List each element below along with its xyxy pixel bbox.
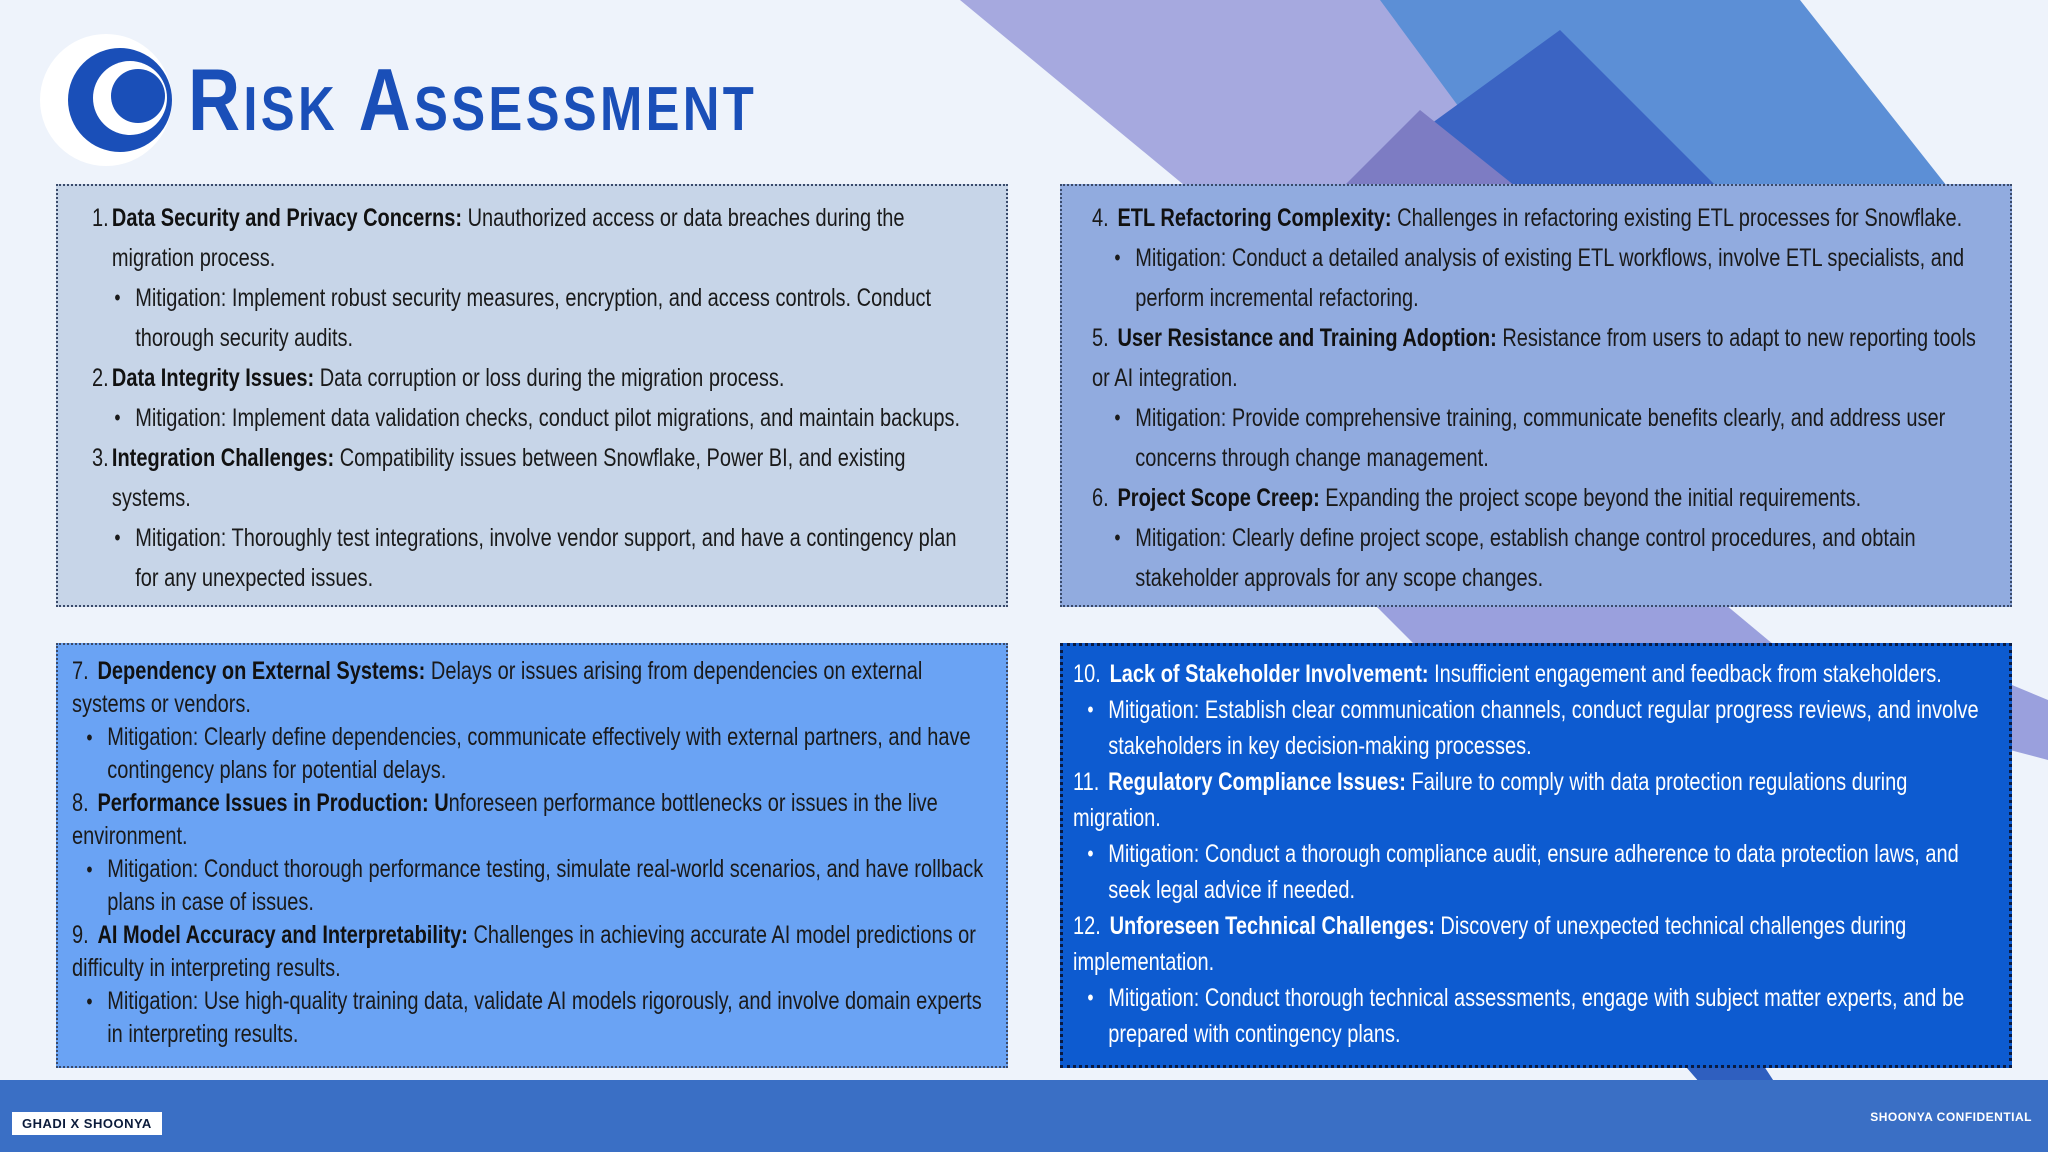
risk-title: Data Integrity Issues:: [111, 364, 315, 392]
mitigation-item: [92, 398, 980, 438]
risk-description: Delays or issues arising from dependencies on external systems or vendors.: [72, 657, 923, 718]
mitigation-item: [92, 518, 980, 598]
risk-description: Compatibility issues between Snowflake, Power BI, and existing systems.: [111, 444, 906, 512]
bullet-icon: •: [1087, 841, 1094, 866]
logo-icon: [38, 32, 174, 168]
risk-item: [92, 358, 980, 398]
mitigation-text: Mitigation: Thoroughly test integrations, involve vendor support, and have a contingency plan for any unexpected issues.: [135, 524, 957, 592]
mitigation-item: [1073, 692, 1993, 764]
bullet-icon: •: [114, 405, 121, 430]
risk-item: [72, 919, 988, 985]
mitigation-text: Mitigation: Conduct thorough technical assessments, engage with subject matter experts, and be prepared with contingency plans.: [1108, 984, 1965, 1048]
risk-title: Dependency on External Systems:: [97, 657, 426, 685]
risk-title: User Resistance and Training Adoption:: [1117, 324, 1497, 352]
risk-number: 10.: [1073, 660, 1101, 688]
bullet-icon: •: [86, 725, 93, 750]
mitigation-text: Mitigation: Use high-quality training data, validate AI models rigorously, and involve domain experts in interpreting results.: [107, 987, 982, 1048]
risk-description: Challenges in refactoring existing ETL processes for Snowflake.: [1391, 204, 1963, 232]
bullet-icon: •: [1114, 405, 1121, 430]
risk-title: ETL Refactoring Complexity:: [1117, 204, 1392, 232]
bullet-icon: •: [114, 285, 121, 310]
risk-item: [92, 198, 980, 278]
mitigation-text: Mitigation: Conduct thorough performance testing, simulate real-world scenarios, and have rollback plans in case of issues.: [107, 855, 984, 916]
mitigation-item: [92, 278, 980, 358]
bullet-icon: •: [86, 857, 93, 882]
mitigation-item: [1092, 398, 1988, 478]
bullet-icon: •: [1087, 697, 1094, 722]
risk-description: Data corruption or loss during the migration process.: [314, 364, 785, 392]
risk-number: 6.: [1092, 484, 1109, 512]
risk-title: Integration Challenges:: [111, 444, 335, 472]
risk-number: 5.: [1092, 324, 1109, 352]
risk-number: 2.: [92, 364, 109, 392]
risk-box-2: [1060, 184, 2012, 607]
mitigation-text: Mitigation: Conduct a detailed analysis of existing ETL workflows, involve ETL specialists, and perform incremental refactoring.: [1135, 244, 1965, 312]
risk-item: [72, 655, 988, 721]
bullet-icon: •: [114, 525, 121, 550]
mitigation-item: [72, 853, 988, 919]
footer-confidential-label: SHOONYA CONFIDENTIAL: [1870, 1110, 2032, 1124]
risk-description: Challenges in achieving accurate AI model predictions or difficulty in interpreting results.: [72, 921, 976, 982]
risk-item: [1092, 198, 1988, 238]
risk-title: Regulatory Compliance Issues:: [1108, 768, 1406, 796]
bullet-icon: •: [1087, 985, 1094, 1010]
risk-box-4: [1060, 643, 2012, 1068]
risk-title: Performance Issues in Production: U: [97, 789, 449, 817]
risk-number: 7.: [72, 657, 89, 685]
mitigation-item: [1073, 836, 1993, 908]
risk-number: 4.: [1092, 204, 1109, 232]
risk-item: [1073, 764, 1993, 836]
bullet-icon: •: [1114, 245, 1121, 270]
risk-description: Failure to comply with data protection regulations during migration.: [1073, 768, 1908, 832]
risk-number: 9.: [72, 921, 89, 949]
mitigation-item: [72, 985, 988, 1051]
risk-number: 11.: [1073, 768, 1100, 796]
risk-item: [92, 438, 980, 518]
risk-title: Data Security and Privacy Concerns:: [111, 204, 463, 232]
risk-box-1: [56, 184, 1008, 607]
risk-title: Unforeseen Technical Challenges:: [1109, 912, 1435, 940]
risk-description: Unauthorized access or data breaches during the migration process.: [111, 204, 905, 272]
risk-item: [1092, 318, 1988, 398]
risk-description: Resistance from users to adapt to new reporting tools or AI integration.: [1092, 324, 1976, 392]
risk-title: AI Model Accuracy and Interpretability:: [97, 921, 468, 949]
mitigation-text: Mitigation: Implement robust security measures, encryption, and access controls. Conduct thorough security audits.: [135, 284, 932, 352]
mitigation-text: Mitigation: Provide comprehensive training, communicate benefits clearly, and address user concerns through change management.: [1135, 404, 1946, 472]
risk-title: Project Scope Creep:: [1117, 484, 1320, 512]
mitigation-text: Mitigation: Clearly define project scope, establish change control procedures, and obtain stakeholder approvals for any scope changes.: [1135, 524, 1916, 592]
risk-number: 12.: [1073, 912, 1101, 940]
risk-number: 3.: [92, 444, 109, 472]
risk-description: Expanding the project scope beyond the initial requirements.: [1319, 484, 1862, 512]
footer-bar: [0, 1080, 2048, 1152]
mitigation-item: [72, 721, 988, 787]
risk-number: 8.: [72, 789, 89, 817]
header: [38, 30, 882, 170]
mitigation-item: [1092, 238, 1988, 318]
risk-item: [1092, 478, 1988, 518]
mitigation-text: Mitigation: Clearly define dependencies, communicate effectively with external partners, and have contingency plans for potential delays.: [107, 723, 971, 784]
footer-left-badge: GHADI X SHOONYA: [12, 1112, 162, 1135]
mitigation-text: Mitigation: Establish clear communication channels, conduct regular progress reviews, and involve stakeholders in key decision-making processes.: [1108, 696, 1979, 760]
risk-box-3: [56, 643, 1008, 1068]
risk-title: Lack of Stakeholder Involvement:: [1109, 660, 1429, 688]
mitigation-item: [1092, 518, 1988, 598]
mitigation-item: [1073, 980, 1993, 1052]
bullet-icon: •: [86, 989, 93, 1014]
bullet-icon: •: [1114, 525, 1121, 550]
mitigation-text: Mitigation: Conduct a thorough compliance audit, ensure adherence to data protection laws, and seek legal advice if needed.: [1108, 840, 1959, 904]
risk-item: [72, 787, 988, 853]
risk-description: nforeseen performance bottlenecks or issues in the live environment.: [72, 789, 938, 850]
mitigation-text: Mitigation: Implement data validation checks, conduct pilot migrations, and maintain backups.: [135, 404, 961, 432]
risk-description: Insufficient engagement and feedback from stakeholders.: [1428, 660, 1942, 688]
risk-description: Discovery of unexpected technical challenges during implementation.: [1073, 912, 1907, 976]
risk-number: 1.: [92, 204, 109, 232]
page-title: Risk Assessment: [188, 50, 758, 149]
risk-item: [1073, 908, 1993, 980]
risk-item: [1073, 656, 1993, 692]
